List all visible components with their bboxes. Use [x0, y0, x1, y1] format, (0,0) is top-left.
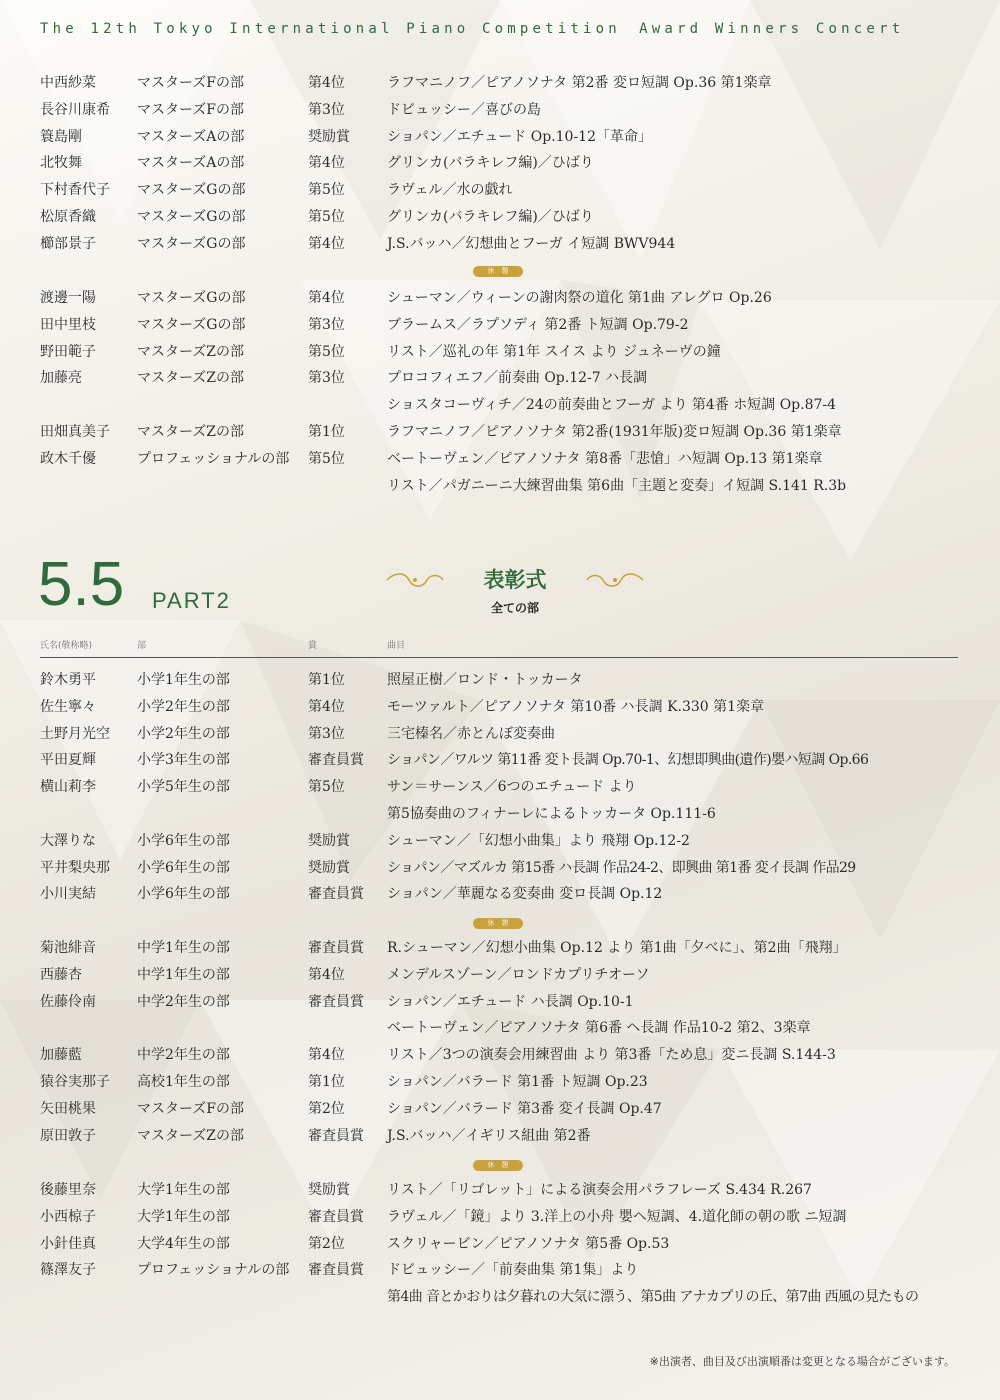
- right-flourish-icon: [585, 570, 645, 590]
- performer-name: 政木千優: [40, 450, 96, 467]
- performer-piece: グリンカ(バラキレフ編)／ひばり: [387, 155, 594, 172]
- performer-name: 小川実結: [40, 886, 96, 903]
- left-flourish-icon: [385, 570, 445, 590]
- performer-row: [40, 365, 960, 392]
- performer-piece: 第4曲 音とかおりは夕暮れの大気に漂う、第5曲 アナカプリの丘、第7曲 西風の見たもの: [387, 1289, 919, 1306]
- performer-piece: 照屋正樹／ロンド・トッカータ: [387, 672, 583, 688]
- performer-award: 第5位: [308, 182, 345, 199]
- performer-name: 長谷川康希: [40, 101, 110, 118]
- performer-division: 小学6年生の部: [137, 832, 230, 849]
- performer-name: 田畑真美子: [40, 424, 110, 440]
- performer-name: 横山莉李: [40, 779, 96, 796]
- performer-piece: ラフマニノフ／ピアノソナタ 第2番 変ロ短調 Op.36 第1楽章: [387, 75, 772, 91]
- performer-name: 原田敦子: [40, 1127, 96, 1144]
- performer-name: 加藤亮: [40, 370, 82, 387]
- performer-piece: メンデルスゾーン／ロンドカプリチオーソ: [387, 966, 650, 983]
- performer-division: マスターズFの部: [137, 1100, 245, 1117]
- intermission-badge: 休 憩: [473, 1160, 523, 1171]
- performer-piece: ラフマニノフ／ピアノソナタ 第2番(1931年版)変ロ短調 Op.36 第1楽章: [387, 424, 842, 440]
- performer-piece: モーツァルト／ピアノソナタ 第10番 ハ長調 K.330 第1楽章: [387, 698, 765, 715]
- performer-name: 猿谷実那子: [40, 1074, 110, 1090]
- performer-division: 大学1年生の部: [137, 1208, 230, 1225]
- performer-award: 第5位: [308, 209, 345, 225]
- performer-row: [40, 667, 960, 694]
- performer-row: [40, 962, 960, 989]
- performer-award: 第4位: [308, 966, 345, 983]
- performer-piece: ショパン／バラード 第3番 変イ長調 Op.47: [387, 1100, 662, 1117]
- performer-row-continued: [40, 1015, 960, 1042]
- performer-piece: シューマン／「幻想小曲集」より 飛翔 Op.12-2: [387, 832, 690, 849]
- performer-award: 第4位: [308, 1047, 345, 1064]
- performer-piece: プロコフィエフ／前奏曲 Op.12-7 ハ長調: [387, 370, 648, 387]
- performer-piece: ブラームス／ラプソディ 第2番 ト短調 Op.79-2: [387, 316, 689, 333]
- performer-division: マスターズAの部: [137, 155, 245, 172]
- performer-piece: ラヴェル／水の戯れ: [387, 182, 513, 199]
- performer-award: 第1位: [308, 1074, 345, 1090]
- performer-award: 第3位: [308, 316, 345, 333]
- performer-piece: R.シューマン／幻想小曲集 Op.12 より 第1曲「夕べに」、第2曲「飛翔」: [387, 940, 847, 956]
- performer-piece: ショパン／エチュード ハ長調 Op.10-1: [387, 993, 634, 1010]
- performer-piece: 三宅榛名／赤とんぼ変奏曲: [387, 725, 555, 742]
- col-header-division: 部: [137, 641, 147, 651]
- performer-row: [40, 1123, 960, 1150]
- performer-piece: リスト／3つの演奏会用練習曲 より 第3番「ため息」変ニ長調 S.144-3: [387, 1047, 836, 1064]
- performer-name: 渡邊一陽: [40, 290, 96, 306]
- performer-piece: ショスタコーヴィチ／24の前奏曲とフーガ より 第4番 ホ短調 Op.87-4: [387, 397, 837, 414]
- performer-division: マスターズGの部: [137, 235, 246, 252]
- performer-piece: リスト／巡礼の年 第1年 スイス より ジュネーヴの鐘: [387, 343, 721, 360]
- performer-piece: ショパン／ワルツ 第11番 変ト長調 Op.70-1、幻想即興曲(遺作)嬰ハ短調 Op.66: [387, 752, 869, 769]
- performer-division: 高校1年生の部: [137, 1074, 230, 1090]
- performer-row-continued: [40, 801, 960, 828]
- performer-row: [40, 828, 960, 855]
- performer-piece: ショパン／バラード 第1番 ト短調 Op.23: [387, 1074, 648, 1090]
- performer-name: 簑島剛: [40, 128, 82, 145]
- performer-name: 平田夏輝: [40, 752, 96, 769]
- performer-row: [40, 231, 960, 258]
- performer-award: 奨励賞: [308, 128, 350, 145]
- performer-division: マスターズZの部: [137, 343, 245, 360]
- performer-row: [40, 747, 960, 774]
- performer-name: 北牧舞: [40, 155, 82, 172]
- performer-division: マスターズGの部: [137, 290, 246, 306]
- performer-row: [40, 150, 960, 177]
- performer-division: 中学1年生の部: [137, 966, 230, 983]
- performer-piece: 第5協奏曲のフィナーレによるトッカータ Op.111-6: [387, 806, 716, 822]
- performer-name: 中西紗菜: [40, 75, 96, 91]
- performer-award: 審査員賞: [308, 886, 364, 903]
- performer-piece: ショパン／エチュード Op.10-12「革命」: [387, 128, 652, 145]
- performer-award: 第4位: [308, 698, 345, 715]
- performer-division: マスターズGの部: [137, 182, 246, 199]
- performer-piece: ベートーヴェン／ピアノソナタ 第8番「悲愴」ハ短調 Op.13 第1楽章: [387, 450, 823, 467]
- performer-piece: ドビュッシー／喜びの島: [387, 101, 541, 118]
- performer-row: [40, 177, 960, 204]
- performer-division: 中学2年生の部: [137, 1047, 230, 1064]
- performer-name: 菊池緋音: [40, 940, 96, 956]
- performer-name: 櫛部景子: [40, 235, 96, 252]
- performer-row: [40, 855, 960, 882]
- performer-award: 第3位: [308, 725, 345, 742]
- performer-award: 第4位: [308, 75, 345, 91]
- performer-award: 奨励賞: [308, 1182, 350, 1198]
- performer-award: 第1位: [308, 424, 345, 440]
- performer-row: [40, 1096, 960, 1123]
- performer-row: [40, 989, 960, 1016]
- performer-name: 鈴木勇平: [40, 672, 96, 688]
- performer-row: [40, 774, 960, 801]
- performer-row-continued: [40, 392, 960, 419]
- header-divider: [40, 657, 958, 658]
- performer-name: 西藤杏: [40, 966, 82, 983]
- ceremony-subtitle: 全ての部: [490, 601, 539, 615]
- performer-piece: リスト／「リゴレット」による演奏会用パラフレーズ S.434 R.267: [387, 1182, 812, 1198]
- performer-division: 大学1年生の部: [137, 1182, 230, 1198]
- performer-piece: J.S.バッハ／イギリス組曲 第2番: [387, 1127, 591, 1144]
- performer-award: 審査員賞: [308, 993, 364, 1010]
- performer-division: 小学2年生の部: [137, 698, 230, 715]
- performer-name: 後藤里奈: [40, 1182, 96, 1198]
- performer-name: 矢田桃果: [40, 1100, 96, 1117]
- performer-award: 奨励賞: [308, 832, 350, 849]
- performer-award: 第2位: [308, 1100, 345, 1117]
- performer-division: 小学2年生の部: [137, 725, 230, 742]
- performer-award: 第3位: [308, 370, 345, 387]
- col-header-piece: 曲目: [387, 641, 406, 651]
- performer-award: 奨励賞: [308, 859, 350, 876]
- performer-division: プロフェッショナルの部: [137, 1262, 290, 1279]
- performer-row: [40, 1204, 960, 1231]
- performer-row-continued: [40, 1284, 960, 1311]
- performer-piece: リスト／パガニーニ大練習曲集 第6曲「主題と変奏」イ短調 S.141 R.3b: [387, 477, 847, 494]
- part-label: PART2: [152, 588, 231, 613]
- intermission-badge: 休 憩: [473, 918, 523, 929]
- performer-award: 第5位: [308, 343, 345, 360]
- performer-division: プロフェッショナルの部: [137, 450, 290, 467]
- performer-division: 小学6年生の部: [137, 859, 230, 876]
- performer-name: 大澤りな: [40, 832, 96, 849]
- performer-row: [40, 204, 960, 231]
- performer-award: 第5位: [308, 450, 345, 467]
- performer-name: 土野月光空: [40, 725, 110, 742]
- performer-row: [40, 70, 960, 97]
- performer-division: 小学1年生の部: [137, 672, 230, 688]
- performer-award: 第4位: [308, 155, 345, 172]
- performer-division: マスターズAの部: [137, 128, 245, 145]
- performer-name: 篠澤友子: [40, 1262, 96, 1279]
- footer-note: ※出演者、曲目及び出演順番は変更となる場合がございます。: [649, 1355, 955, 1368]
- performer-piece: サン＝サーンス／6つのエチュード より: [387, 779, 637, 796]
- performer-piece: J.S.バッハ／幻想曲とフーガ イ短調 BWV944: [387, 235, 676, 252]
- performer-name: 下村香代子: [40, 182, 110, 199]
- performer-row: [40, 446, 960, 473]
- performer-division: マスターズFの部: [137, 75, 245, 91]
- performer-row: [40, 1042, 960, 1069]
- performer-name: 田中里枝: [40, 316, 96, 333]
- performer-division: 小学6年生の部: [137, 886, 230, 903]
- performer-award: 第1位: [308, 672, 345, 688]
- performer-name: 野田範子: [40, 343, 96, 360]
- concert-title: The 12th Tokyo International Piano Competition Award Winners Concert: [40, 21, 905, 37]
- performer-division: マスターズZの部: [137, 1127, 245, 1144]
- performer-name: 佐生寧々: [40, 698, 96, 715]
- performer-piece: ベートーヴェン／ピアノソナタ 第6番 ヘ長調 作品10-2 第2、3楽章: [387, 1020, 811, 1037]
- intermission-badge: 休 憩: [473, 266, 523, 277]
- performer-piece: グリンカ(バラキレフ編)／ひばり: [387, 209, 594, 225]
- performer-row: [40, 721, 960, 748]
- performer-row: [40, 935, 960, 962]
- performer-name: 小西椋子: [40, 1208, 96, 1225]
- ceremony-title: 表彰式: [483, 567, 547, 592]
- performer-piece: シューマン／ウィーンの謝肉祭の道化 第1曲 アレグロ Op.26: [387, 290, 772, 306]
- performer-division: 大学4年生の部: [137, 1235, 230, 1252]
- performer-division: 小学5年生の部: [137, 779, 230, 796]
- performer-division: マスターズZの部: [137, 370, 245, 387]
- performer-award: 審査員賞: [308, 1127, 364, 1144]
- performer-award: 第4位: [308, 290, 345, 306]
- performer-row: [40, 124, 960, 151]
- performer-name: 佐藤伶南: [40, 993, 96, 1010]
- performer-row: [40, 312, 960, 339]
- performer-award: 第2位: [308, 1235, 345, 1252]
- performer-division: マスターズZの部: [137, 424, 245, 440]
- performer-piece: ショパン／マズルカ 第15番 ハ長調 作品24-2、即興曲 第1番 変イ長調 作品29: [387, 859, 856, 876]
- performer-division: 中学1年生の部: [137, 940, 230, 956]
- performer-award: 第3位: [308, 101, 345, 118]
- performer-division: マスターズGの部: [137, 316, 246, 333]
- performer-award: 審査員賞: [308, 940, 364, 956]
- performer-piece: ラヴェル／「鏡」より 3.洋上の小舟 嬰ヘ短調、4.道化師の朝の歌 ニ短調: [387, 1208, 847, 1225]
- performer-row: [40, 285, 960, 312]
- performer-award: 審査員賞: [308, 752, 364, 769]
- performer-piece: ドビュッシー／「前奏曲集 第1集」より: [387, 1262, 639, 1279]
- performer-row: [40, 419, 960, 446]
- performer-award: 審査員賞: [308, 1262, 364, 1279]
- performer-name: 加藤藍: [40, 1047, 82, 1064]
- date-heading: 5.5: [38, 550, 125, 619]
- performer-award: 審査員賞: [308, 1208, 364, 1225]
- col-header-award: 賞: [308, 641, 318, 651]
- performer-award: 第4位: [308, 235, 345, 252]
- performer-award: 第5位: [308, 779, 345, 796]
- performer-division: マスターズGの部: [137, 209, 246, 225]
- performer-row: [40, 881, 960, 908]
- performer-row: [40, 339, 960, 366]
- performer-name: 松原香織: [40, 209, 96, 225]
- performer-row: [40, 1177, 960, 1204]
- performer-piece: スクリャービン／ピアノソナタ 第5番 Op.53: [387, 1235, 670, 1252]
- performer-row-continued: [40, 473, 960, 500]
- performer-row: [40, 1257, 960, 1284]
- performer-row: [40, 1231, 960, 1258]
- performer-row: [40, 1069, 960, 1096]
- performer-piece: ショパン／華麗なる変奏曲 変ロ長調 Op.12: [387, 886, 663, 903]
- performer-division: 小学3年生の部: [137, 752, 230, 769]
- performer-row: [40, 694, 960, 721]
- col-header-name: 氏名(敬称略): [40, 641, 93, 651]
- performer-name: 小針佳真: [40, 1235, 96, 1252]
- performer-division: 中学2年生の部: [137, 993, 230, 1010]
- performer-name: 平井梨央那: [40, 859, 110, 876]
- performer-division: マスターズFの部: [137, 101, 245, 118]
- performer-row: [40, 97, 960, 124]
